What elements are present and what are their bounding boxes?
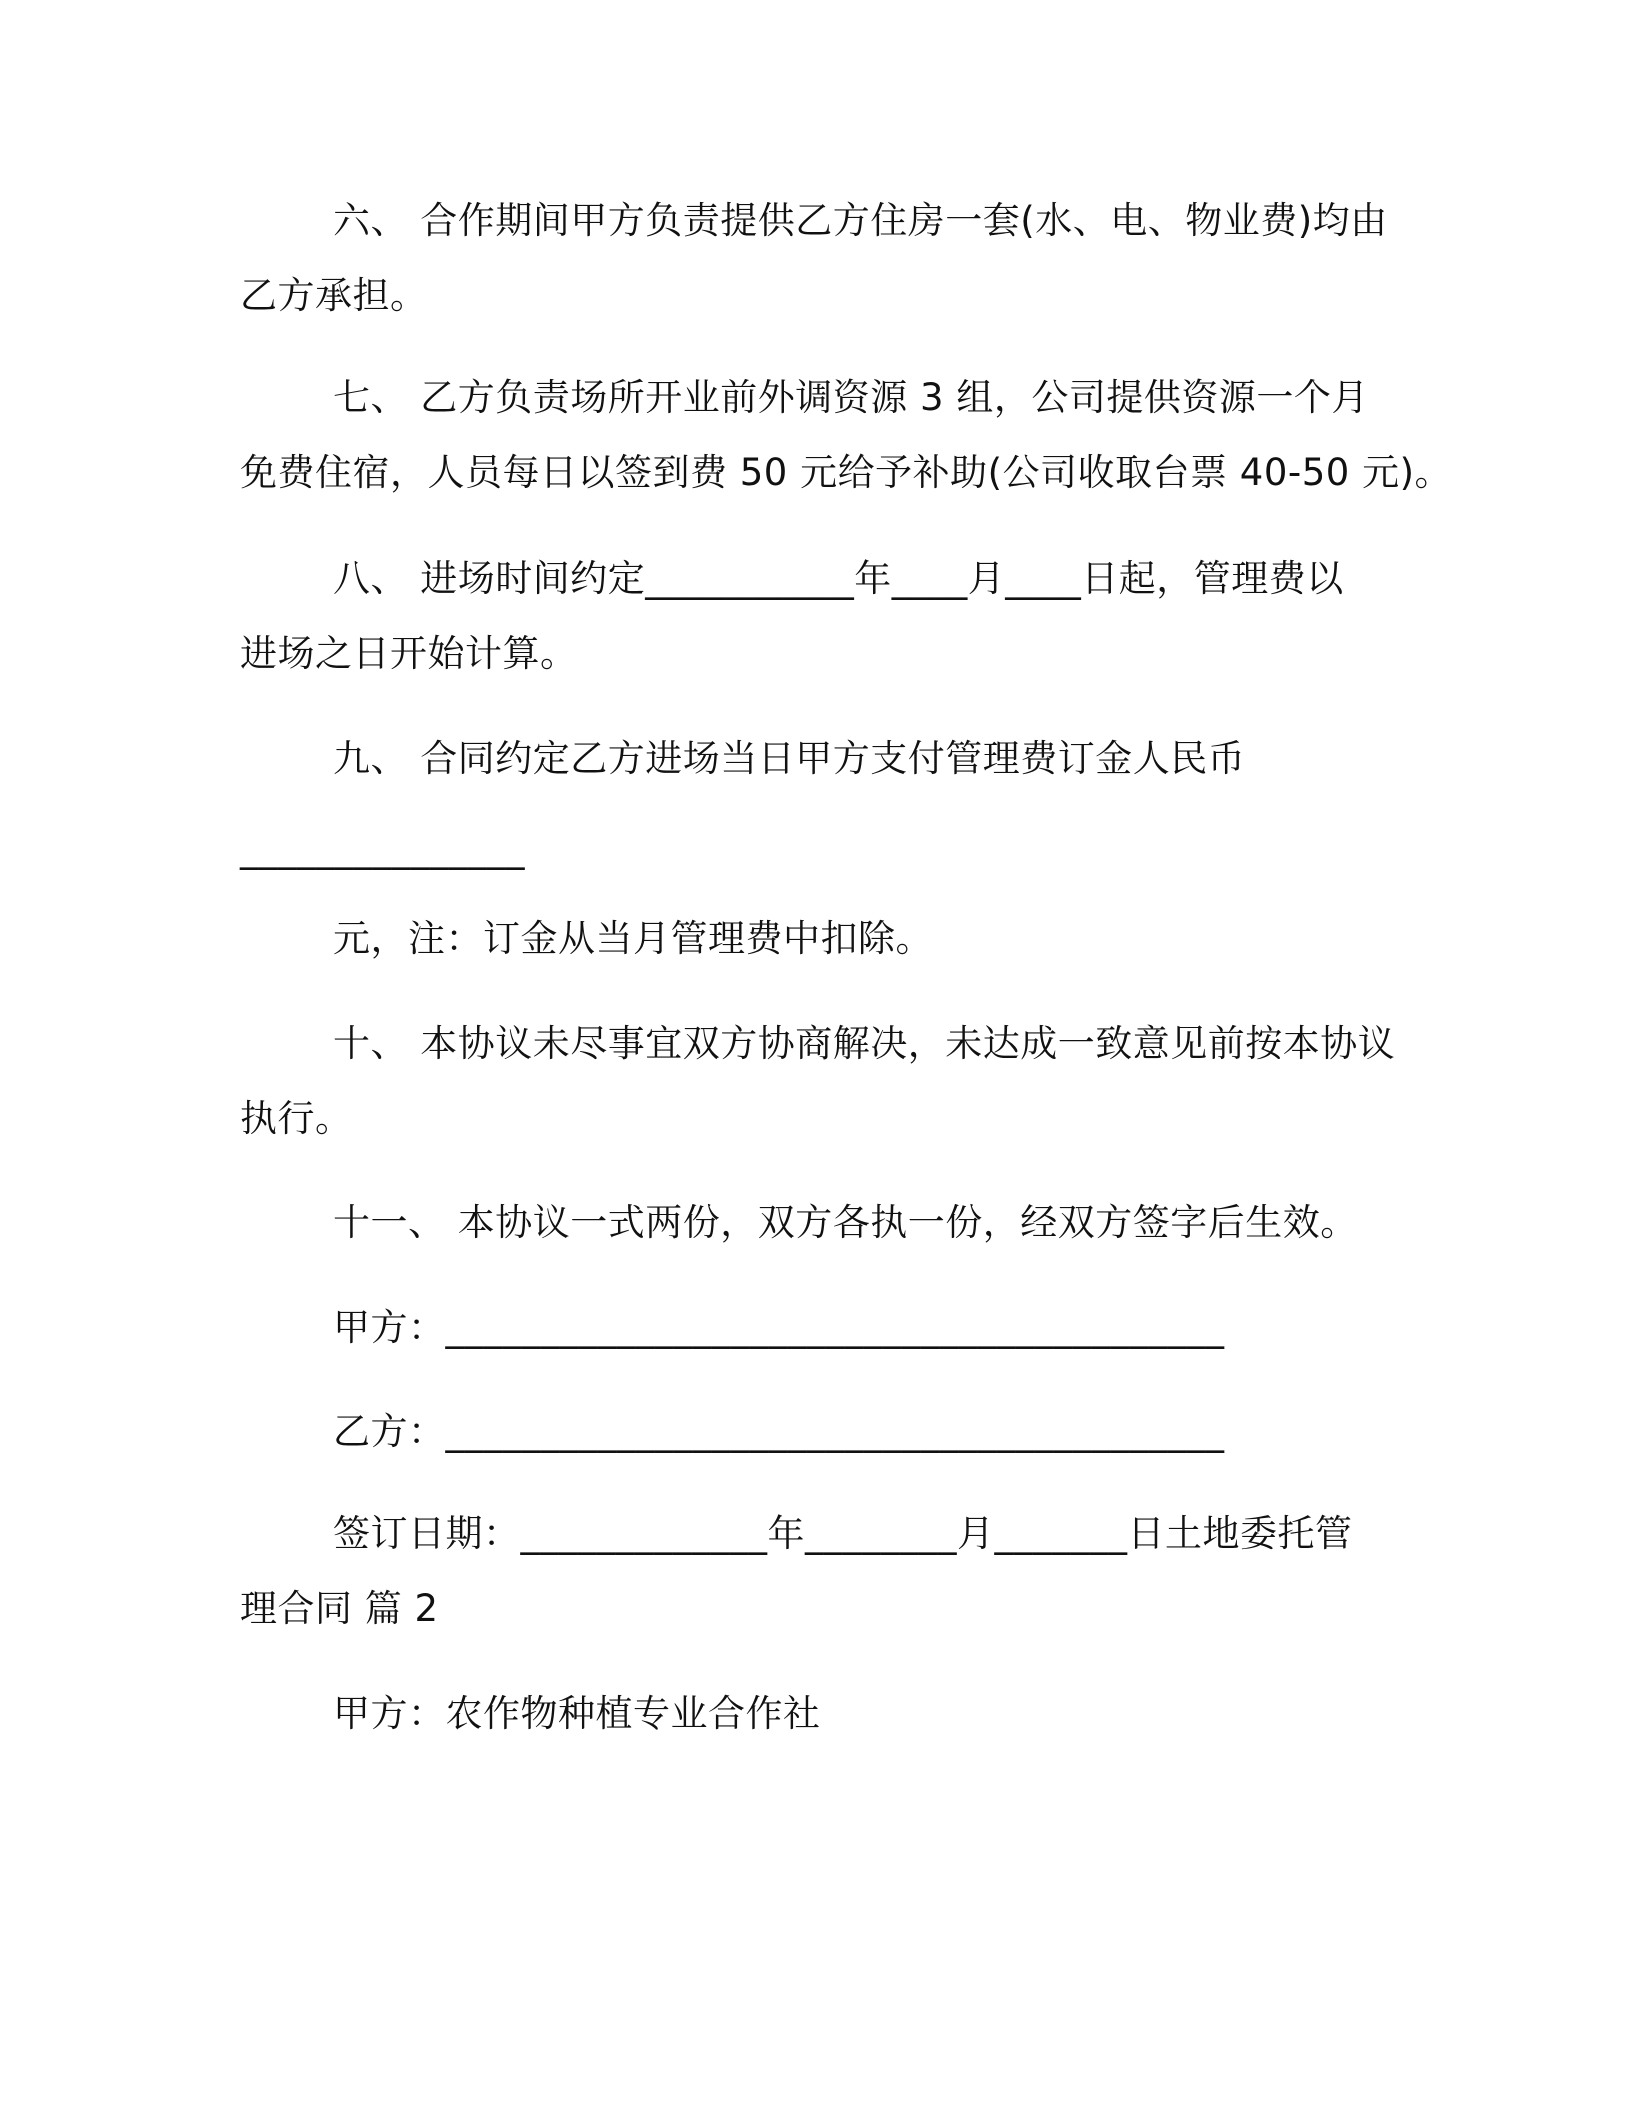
clause-9-line-2: 元，注：订金从当月管理费中扣除。 (333, 917, 933, 960)
clause-9-line-1: 九、 合同约定乙方进场当日甲方支付管理费订金人民币 (333, 737, 1246, 780)
party-b-signature-line: 乙方：_________________________________________ (333, 1410, 1225, 1453)
clause-8-line-1: 八、 进场时间约定___________年____月____日起，管理费以 (333, 557, 1344, 600)
signing-date-line: 签订日期：_____________年________月_______日土地委托管 (333, 1512, 1353, 1555)
clause-6-line-1: 六、 合作期间甲方负责提供乙方住房一套(水、电、物业费)均由 (333, 199, 1388, 242)
clause-7-line-2: 免费住宿，人员每日以签到费 50 元给予补助(公司收取台票 40-50 元)。 (240, 451, 1453, 494)
contract-title-line: 理合同 篇 2 (240, 1587, 439, 1630)
clause-10-line-1: 十、 本协议未尽事宜双方协商解决，未达成一致意见前按本协议 (333, 1022, 1396, 1065)
clause-9-blank-line: _______________ (240, 827, 525, 870)
clause-11-line: 十一、 本协议一式两份，双方各执一份，经双方签字后生效。 (333, 1201, 1358, 1244)
clause-8-line-2: 进场之日开始计算。 (240, 632, 578, 675)
clause-10-line-2: 执行。 (240, 1097, 353, 1140)
clause-6-line-2: 乙方承担。 (240, 274, 428, 317)
party-a-signature-line: 甲方：_________________________________________ (333, 1306, 1225, 1349)
clause-7-line-1: 七、 乙方负责场所开业前外调资源 3 组，公司提供资源一个月 (333, 376, 1369, 419)
party-a-name-line: 甲方：农作物种植专业合作社 (333, 1692, 821, 1735)
